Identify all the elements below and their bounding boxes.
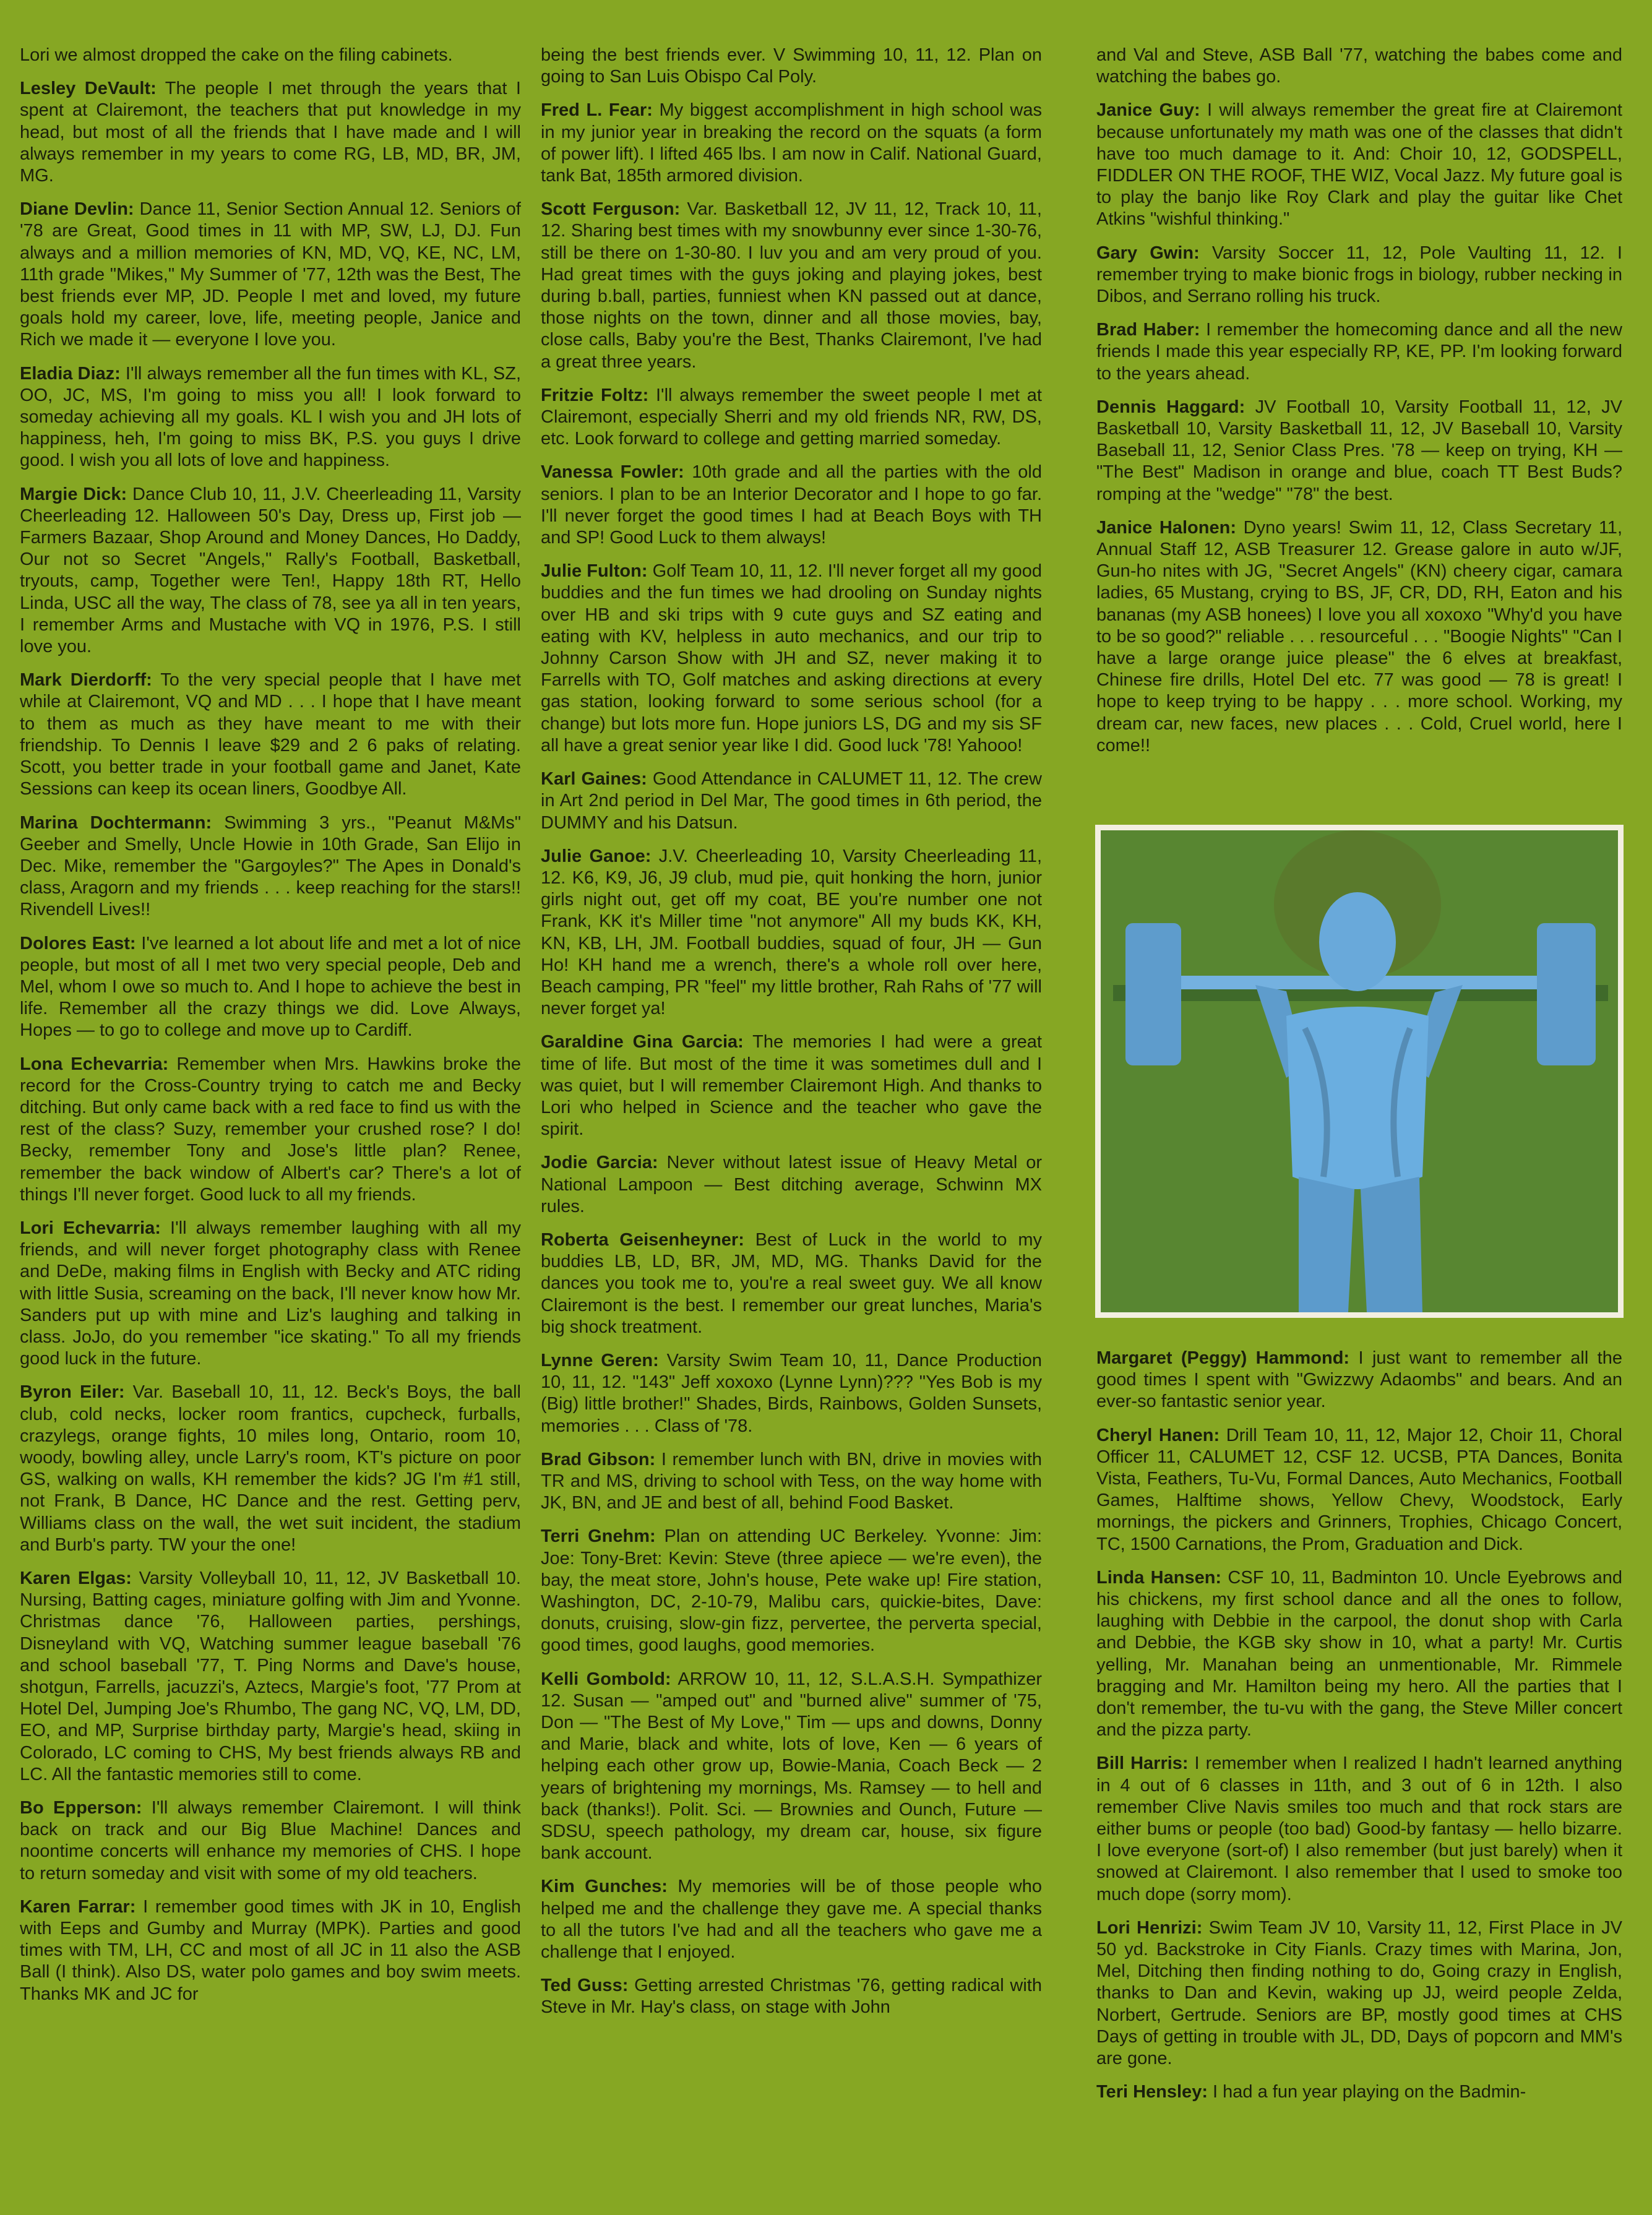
senior-name: Marina Dochtermann:	[20, 812, 212, 833]
senior-text: Golf Team 10, 11, 12. I'll never forget all my good buddies and the fun times we had drooling on Sunday nights over HB and ski trips with 9 cute guys and SZ eating and eating with KV, helpless in auto mechanics, and our trip to Johnny Carson Show with JH and SZ, never making it to Farrells with TO, Golf matches and asking directions at every gas station, looking forward to some serious school (for a change) but lots more fun. Hope juniors LS, DG and my sis SF all have a great senior year like I did. Good luck '78! Yahooo!	[541, 561, 1042, 755]
senior-entry	[20, 1054, 521, 1206]
senior-entry	[1096, 517, 1622, 757]
senior-name: Margaret (Peggy) Hammond:	[1096, 1348, 1350, 1368]
senior-name: Kelli Gombold:	[541, 1669, 671, 1689]
senior-name: Fritzie Foltz:	[541, 385, 649, 405]
senior-entry	[20, 812, 521, 921]
column-2	[541, 45, 1042, 2031]
senior-text: JV Football 10, Varsity Football 11, 12, JV Basketball 10, Varsity Basketball 11, 12, JV Baseball 10, Varsity Baseball 11, 12, Senior Class Pres. '78 — keep on trying, KH — "The Best" Madison in orange and blue, coach TT Best Buds? romping at the "wedge" "78" the best.	[1096, 397, 1623, 504]
senior-name: Garaldine Gina Garcia:	[541, 1032, 744, 1052]
senior-entry	[541, 45, 1042, 88]
senior-name: Byron Eiler:	[20, 1382, 125, 1403]
senior-text: Lori we almost dropped the cake on the filing cabinets.	[20, 45, 453, 65]
senior-name: Karen Farrar:	[20, 1896, 136, 1917]
senior-text: ARROW 10, 11, 12, S.L.A.S.H. Sympathizer 12. Susan — "amped out" and "burned alive" summer of '75, Don — "The Best of My Love," Tim — ups and downs, Donny and Marie, black and white, lots of love, Ken — 6 years of helping each other grow up, Bowie-Mania, Coach Beck — 2 years of brightening my mornings, Ms. Ramsey — to hell and back (thanks!). Polit. Sci. — Brownies and Ounch, Future — SDSU, speech pathology, my dream car, house, six figure bank account.	[541, 1669, 1042, 1864]
senior-text: CSF 10, 11, Badminton 10. Uncle Eyebrows and his chickens, my first school dance and all the ones to follow, laughing with Debbie in the carpool, the donut shop with Carla and Debbie, the KGB sky show in 10, what a party! Mr. Curtis yelling, Mr. Manahan being an unmentionable, Mr. Rimmele bragging and Mr. Hamilton being my hero. All the parties that I don't remember, the tu-vu with the gang, the Steve Miller concert and the pizza party.	[1096, 1567, 1622, 1740]
senior-entry	[541, 768, 1042, 834]
senior-name: Linda Hansen:	[1096, 1567, 1222, 1588]
senior-text: To the very special people that I have met while at Clairemont, VQ and MD . . . I hope that I have meant to them as much as they have meant to me with their friendship. To Dennis I leave $29 and 2 6 paks of relating. Scott, you better trade in your football game and Janet, Kate Sessions can keep its ocean liners, Goodbye All.	[20, 670, 521, 799]
senior-name: Gary Gwin:	[1096, 243, 1200, 263]
senior-text: Remember when Mrs. Hawkins broke the record for the Cross-Country trying to catch me and Becky ditching. But only came back with a red face to find us with the rest of the class? Suzy, remember your crushed rose? I do! Becky, remember Tony and Jose's little plan? Renee, remember the back window of Albert's car? There's a lot of things I'll never forget. Good luck to all my friends.	[20, 1054, 521, 1205]
senior-text: being the best friends ever. V Swimming 10, 11, 12. Plan on going to San Luis Obispo Cal Poly.	[541, 45, 1042, 87]
senior-entry	[541, 462, 1042, 549]
senior-entry	[541, 199, 1042, 373]
senior-name: Cheryl Hanen:	[1096, 1425, 1220, 1445]
senior-text: The memories I had were a great time of life. But most of the time it was sometimes dull and I was quiet, but I will remember Clairemont High. And thanks to Lori who helped in Science and the teacher who gave the spirit.	[541, 1032, 1042, 1140]
senior-name: Dolores East:	[20, 933, 136, 953]
column-3-bottom	[1096, 1348, 1622, 2115]
senior-text: Dance Club 10, 11, J.V. Cheerleading 11, Varsity Cheerleading 12. Halloween 50's Day, Dress up, First job — Farmers Bazaar, Shop Around and Money Dances, Ho Daddy, Our not so Secret "Angels," Rally's Football, Basketball, tryouts, camp, Together were Ten!, Happy 18th RT, Hello Linda, USC all the way, The class of 78, see ya all in ten years, I remember Arms and Mustache with VQ in 1976, P.S. I still love you.	[20, 484, 521, 657]
senior-entry	[541, 1975, 1042, 2018]
senior-text: I'll always remember Clairemont. I will think back on track and our Big Blue Machine! Dances and noontime concerts will enhance my memories of CHS. I hope to return someday and visit with some of my old teachers.	[20, 1798, 522, 1883]
senior-entry	[541, 385, 1042, 450]
senior-name: Karen Elgas:	[20, 1568, 132, 1588]
weightlifter-photo	[1095, 825, 1624, 1318]
senior-text: Varsity Soccer 11, 12, Pole Vaulting 11, 12. I remember trying to make bionic frogs in biology, rubber necking in Dibos, and Serrano rolling his truck.	[1096, 243, 1622, 307]
senior-name: Janice Guy:	[1096, 100, 1200, 121]
senior-text: I just want to remember all the good times I spent with "Gwizzwy Adaombs" and bears. And an ever-so fantastic senior year.	[1096, 1348, 1622, 1412]
senior-name: Teri Hensley:	[1096, 2082, 1208, 2102]
senior-name: Lori Henrizi:	[1096, 1917, 1203, 1938]
senior-entry	[541, 1669, 1042, 1865]
senior-text: Drill Team 10, 11, 12, Major 12, Choir 11, Choral Officer 11, CALUMET 12, CSF 12. UCSB, PTA Dances, Bonita Vista, Feathers, Tu-Vu, Formal Dances, Auto Mechanics, Football Games, Halftime shows, Yellow Chevy, Woodstock, Early mornings, the pickers and Grinners, Trophies, Chicago Concert, TC, 1500 Carnations, the Prom, Graduation and Dick.	[1096, 1425, 1623, 1554]
senior-entry	[1096, 1917, 1622, 2070]
weightlifter-photo-icon	[1101, 830, 1618, 1312]
senior-text: Never without latest issue of Heavy Metal or National Lampoon — Best ditching average, Schwinn MX rules.	[541, 1153, 1042, 1216]
senior-name: Mark Dierdorff:	[20, 670, 152, 690]
senior-name: Ted Guss:	[541, 1976, 629, 1996]
senior-text: Swimming 3 yrs., "Peanut M&Ms" Geeber and Smelly, Uncle Howie in 10th Grade, San Elijo in Dec. Mike, remember the "Gargoyles?" The Apes in Donald's class, Aragorn and my friends . . . keep reaching for the stars!! Rivendell Lives!!	[20, 812, 521, 920]
senior-text: Good Attendance in CALUMET 11, 12. The crew in Art 2nd period in Del Mar, The good times in 6th period, the DUMMY and his Datsun.	[541, 769, 1042, 833]
senior-entry	[20, 363, 521, 472]
senior-name: Karl Gaines:	[541, 769, 647, 789]
senior-entry	[541, 1229, 1042, 1338]
senior-entry	[1096, 1567, 1622, 1742]
senior-text: I remember when I realized I hadn't learned anything in 4 out of 6 classes in 11th, and 3 out of 6 in 12th. I also remember Clive Navis smiles too much and that rock stars are either bums or people (too bad) Good-by fantasy — hello bizarre. I love everyone (sort-of) I also remember (but just barely) when it snowed at Clairemont. I also remember that I used to smoke too much dope (sorry mom).	[1096, 1753, 1622, 1904]
senior-entry	[20, 78, 521, 187]
senior-text: My memories will be of those people who helped me and the challenge they gave me. A special thanks to all the tutors I've had and all the teachers who gave me a challenge that I enjoyed.	[541, 1877, 1042, 1963]
senior-entry	[1096, 1348, 1622, 1413]
senior-name: Brad Haber:	[1096, 320, 1200, 340]
senior-entry	[541, 100, 1042, 187]
senior-entry	[541, 1350, 1042, 1437]
senior-text: Plan on attending UC Berkeley. Yvonne: Jim: Joe: Tony-Bret: Kevin: Steve (three apiece — we're even), the bay, the meat store, John's house, Pete wake up! Fire station, Washington, DC, 2-10-79, Malibu cars, quickie-bites, Dave: donuts, cruising, slow-gin fizz, pervertee, the perverta special, good times, good laughs, good memories.	[541, 1526, 1042, 1656]
senior-name: Lynne Geren:	[541, 1350, 659, 1370]
senior-entry	[20, 1382, 521, 1556]
senior-text: Best of Luck in the world to my buddies LB, LD, BR, JM, MD, MG. Thanks David for the dances you took me to, you're a real sweet guy. We all know Clairemont is the best. I remember our great lunches, Maria's big shock treatment.	[541, 1229, 1042, 1337]
senior-entry	[20, 199, 521, 351]
senior-entry	[20, 484, 521, 658]
senior-name: Scott Ferguson:	[541, 199, 681, 220]
senior-text: I will always remember the great fire at Clairemont because unfortunately my math was one of the classes that didn't have too much damage to it. And: Choir 10, 12, GODSPELL, FIDDLER ON THE ROOF, THE WIZ, Vocal Jazz. My future goal is to play the banjo like Roy Clark and play the guitar like Chet Atkins "wishful thinking."	[1096, 100, 1622, 230]
senior-text: I remember the homecoming dance and all the new friends I made this year especially RP, KE, PP. I'm looking forward to the years ahead.	[1096, 320, 1622, 384]
senior-name: Brad Gibson:	[541, 1449, 656, 1469]
senior-entry	[541, 1449, 1042, 1515]
senior-name: Terri Gnehm:	[541, 1526, 656, 1547]
senior-entry	[541, 846, 1042, 1020]
senior-name: Diane Devlin:	[20, 199, 134, 220]
senior-name: Margie Dick:	[20, 484, 127, 504]
senior-entry	[1096, 1425, 1622, 1555]
senior-text: and Val and Steve, ASB Ball '77, watching the babes come and watching the babes go.	[1096, 45, 1622, 87]
senior-entry	[20, 933, 521, 1042]
senior-name: Roberta Geisenheyner:	[541, 1229, 744, 1250]
senior-name: Kim Gunches:	[541, 1877, 668, 1897]
senior-entry	[541, 1152, 1042, 1218]
senior-text: J.V. Cheerleading 10, Varsity Cheerleading 11, 12. K6, K9, J6, J9 club, mud pie, quit honking the horn, junior girls night out, get off my coat, BE you're number one not Frank, KK it's Miller time "not anymore" All my buds KK, KH, KN, KB, LH, JM. Football buddies, squad of four, JH — Gun Ho! KH hand me a wrench, there's a whole roll over here, Beach camping, PR "feel" my little brother, Rah Rahs of '77 will never forget ya!	[541, 846, 1043, 1019]
senior-entry	[20, 669, 521, 800]
senior-name: Lori Echevarria:	[20, 1218, 161, 1238]
senior-text: I'll always remember the sweet people I met at Clairemont, especially Sherri and my old friends NR, RW, DS, etc. Look forward to college and getting married someday.	[541, 385, 1042, 449]
senior-name: Eladia Diaz:	[20, 363, 121, 384]
senior-name: Vanessa Fowler:	[541, 462, 684, 483]
senior-name: Julie Ganoe:	[541, 846, 652, 866]
senior-entry	[1096, 2081, 1622, 2103]
senior-name: Janice Halonen:	[1096, 517, 1236, 538]
senior-entry	[1096, 319, 1622, 385]
senior-text: I'll always remember all the fun times with KL, SZ, OO, JC, MS, I'm going to miss you all! I look forward to someday achieving all my goals. KL I wish you and JH lots of happiness, heh, I'm going to miss BK, P.S. you guys I drive good. I wish you all lots of love and happiness.	[20, 363, 522, 471]
senior-name: Lesley DeVault:	[20, 79, 157, 99]
senior-entry	[20, 1896, 521, 2005]
senior-text: Varsity Volleyball 10, 11, 12, JV Basketball 10. Nursing, Batting cages, miniature golfing with Jim and Yvonne. Christmas dance '76, Halloween parties, pershings, Disneyland with VQ, Watching summer league baseball '76 and school baseball '77, T. Ping Norms and Dave's house, shotgun, Farrells, jacuzzi's, Aztecs, Margie's foot, '77 Prom at Hotel Del, Jumping Joe's Rhumbo, The gang NC, VQ, LM, DD, EO, and MP, Surprise birthday party, Margie's head, skiing in Colorado, LC coming to CHS, My best friends always RB and LC. All the fantastic memories still to come.	[20, 1568, 521, 1784]
senior-entry	[1096, 100, 1622, 230]
senior-entry	[1096, 1753, 1622, 1905]
senior-entry	[1096, 45, 1622, 88]
senior-name: Jodie Garcia:	[541, 1153, 658, 1173]
column-3-top	[1096, 45, 1622, 768]
senior-entry	[20, 1218, 521, 1370]
senior-entry	[20, 1568, 521, 1786]
senior-entry	[1096, 243, 1622, 308]
senior-name: Bo Epperson:	[20, 1798, 142, 1818]
column-1	[20, 45, 521, 2017]
senior-entry	[541, 1526, 1042, 1656]
senior-text: My biggest accomplishment in high school was in my junior year in breaking the record on the squats (a form of power lift). I lifted 465 lbs. I am now in Calif. National Guard, tank Bat, 185th armored division.	[541, 100, 1042, 186]
senior-name: Fred L. Fear:	[541, 100, 653, 121]
senior-text: I had a fun year playing on the Badmin-	[1213, 2082, 1526, 2102]
senior-name: Bill Harris:	[1096, 1753, 1189, 1774]
senior-text: The people I met through the years that I spent at Clairemont, the teachers that put knowledge in my head, but most of all the friends that I have made and I will always remember in my years to come RG, LB, MD, BR, JM, MG.	[20, 79, 521, 186]
senior-entry	[541, 561, 1042, 757]
senior-name: Lona Echevarria:	[20, 1054, 169, 1074]
senior-entry	[541, 1031, 1042, 1140]
senior-entry	[20, 1797, 521, 1885]
senior-text: Varsity Swim Team 10, 11, Dance Production 10, 11, 12. "143" Jeff xoxoxo (Lynne Lynn)??? "Yes Bob is my (Big) little brother!" Shades, Birds, Rainbows, Golden Sunsets, memories . . . Class of '78.	[541, 1350, 1042, 1436]
senior-text: I've learned a lot about life and met a lot of nice people, but most of all I met two very special people, Deb and Mel, whom I owe so much to. And I hope to achieve the best in life. Remember all the crazy things we did. Love Always, Hopes — to go to college and move up to Cardiff.	[20, 933, 521, 1041]
senior-name: Julie Fulton:	[541, 561, 648, 582]
senior-entry	[20, 45, 521, 66]
senior-text: 10th grade and all the parties with the old seniors. I plan to be an Interior Decorator and I hope to go far. I'll never forget the good times I had at Beach Boys with TH and SP! Good Luck to them always!	[541, 462, 1042, 548]
senior-text: Swim Team JV 10, Varsity 11, 12, First Place in JV 50 yd. Backstroke in City Fianls. Crazy times with Marina, Jon, Mel, Ditching then finding nothing to do, Going crazy in English, thanks to Dan and Kevin, waking up JJ, weird people Zelda, Norbert, Gertrude. Seniors are BP, mostly good times at CHS Days of getting in trouble with JL, DD, Days of popcorn and MM's are gone.	[1096, 1917, 1622, 2069]
senior-text: I remember lunch with BN, drive in movies with TR and MS, driving to school with Tess, on the way home with JK, BN, and JE and best of all, behind Food Basket.	[541, 1449, 1042, 1513]
senior-text: I remember good times with JK in 10, English with Eeps and Gumby and Murray (MPK). Parties and good times with TM, LH, CC and most of all JC in 11 also the ASB Ball (I think). Also DS, water polo games and boy swim meets. Thanks MK and JC for	[20, 1896, 521, 2004]
senior-name: Dennis Haggard:	[1096, 397, 1245, 417]
senior-text: Var. Basketball 12, JV 11, 12, Track 10, 11, 12. Sharing best times with my snowbunny ever since 1-30-76, still be there on 1-30-80. I luv you and am very proud of you. Had great times with the guys joking and playing jokes, best during b.ball, parties, funniest when KN passed out at dance, those nights on the town, dinner and all those movies, bay, close calls, Baby you're the Best, Thanks Clairemont, I've had a great three years.	[541, 199, 1042, 372]
senior-text: Dance 11, Senior Section Annual 12. Seniors of '78 are Great, Good times in 11 with MP, SW, LJ, DJ. Fun always and a million memories of KN, MD, VQ, KE, NC, LM, 11th grade "Mikes," My Summer of '77, 12th was the Best, The best friends ever MP, JD. People I met and loved, my future goals hold my career, love, life, meeting people, Janice and Rich we made it — everyone I love you.	[20, 199, 521, 350]
senior-text: Var. Baseball 10, 11, 12. Beck's Boys, the ball club, cold necks, locker room frantics, cupcheck, furballs, crazylegs, orange fights, 10 miles long, Ontario, room 10, woody, bowling alley, uncle Larry's room, KT's picture on poor GS, walking on walls, KH remember the kids? JG I'm #1 still, not Frank, B Dance, HC Dance and the rest. Getting perv, Williams class on the wall, the wet suit incident, the stadium and Burb's party. TW your the one!	[20, 1382, 521, 1555]
senior-entry	[541, 1876, 1042, 1963]
senior-text: Dyno years! Swim 11, 12, Class Secretary 11, Annual Staff 12, ASB Treasurer 12. Grease galore in auto w/JF, Gun-ho nites with JG, "Secret Angels" (KN) cheery cigar, camara ladies, 65 Mustang, crying to BS, JF, CR, DD, RH, Eaton and his bananas (my ASB honees) I love you all xoxoxo "Why'd you have to be so good?" reliable . . . resourceful . . . "Boogie Nights" "Can I have a large orange juice please" the 6 elves at breakfast, Chinese fire drills, Hotel Del etc. 77 was good — 78 is great! I hope to keep trying to be happy . . . more school. Working, my dream car, new faces, new places . . . Cold, Cruel world, here I come!!	[1096, 517, 1622, 755]
senior-text: Getting arrested Christmas '76, getting radical with Steve in Mr. Hay's class, on stage with John	[541, 1976, 1042, 2018]
senior-text: I'll always remember laughing with all my friends, and will never forget photography class with Renee and DeDe, making films in English with Becky and ATC riding with little Susia, screaming on the back, I'll never know how Mr. Sanders put up with mine and Liz's laughing and talking in class. JoJo, do you remember "ice skating." To all my friends good luck in the future.	[20, 1218, 521, 1369]
senior-entry	[1096, 397, 1622, 505]
